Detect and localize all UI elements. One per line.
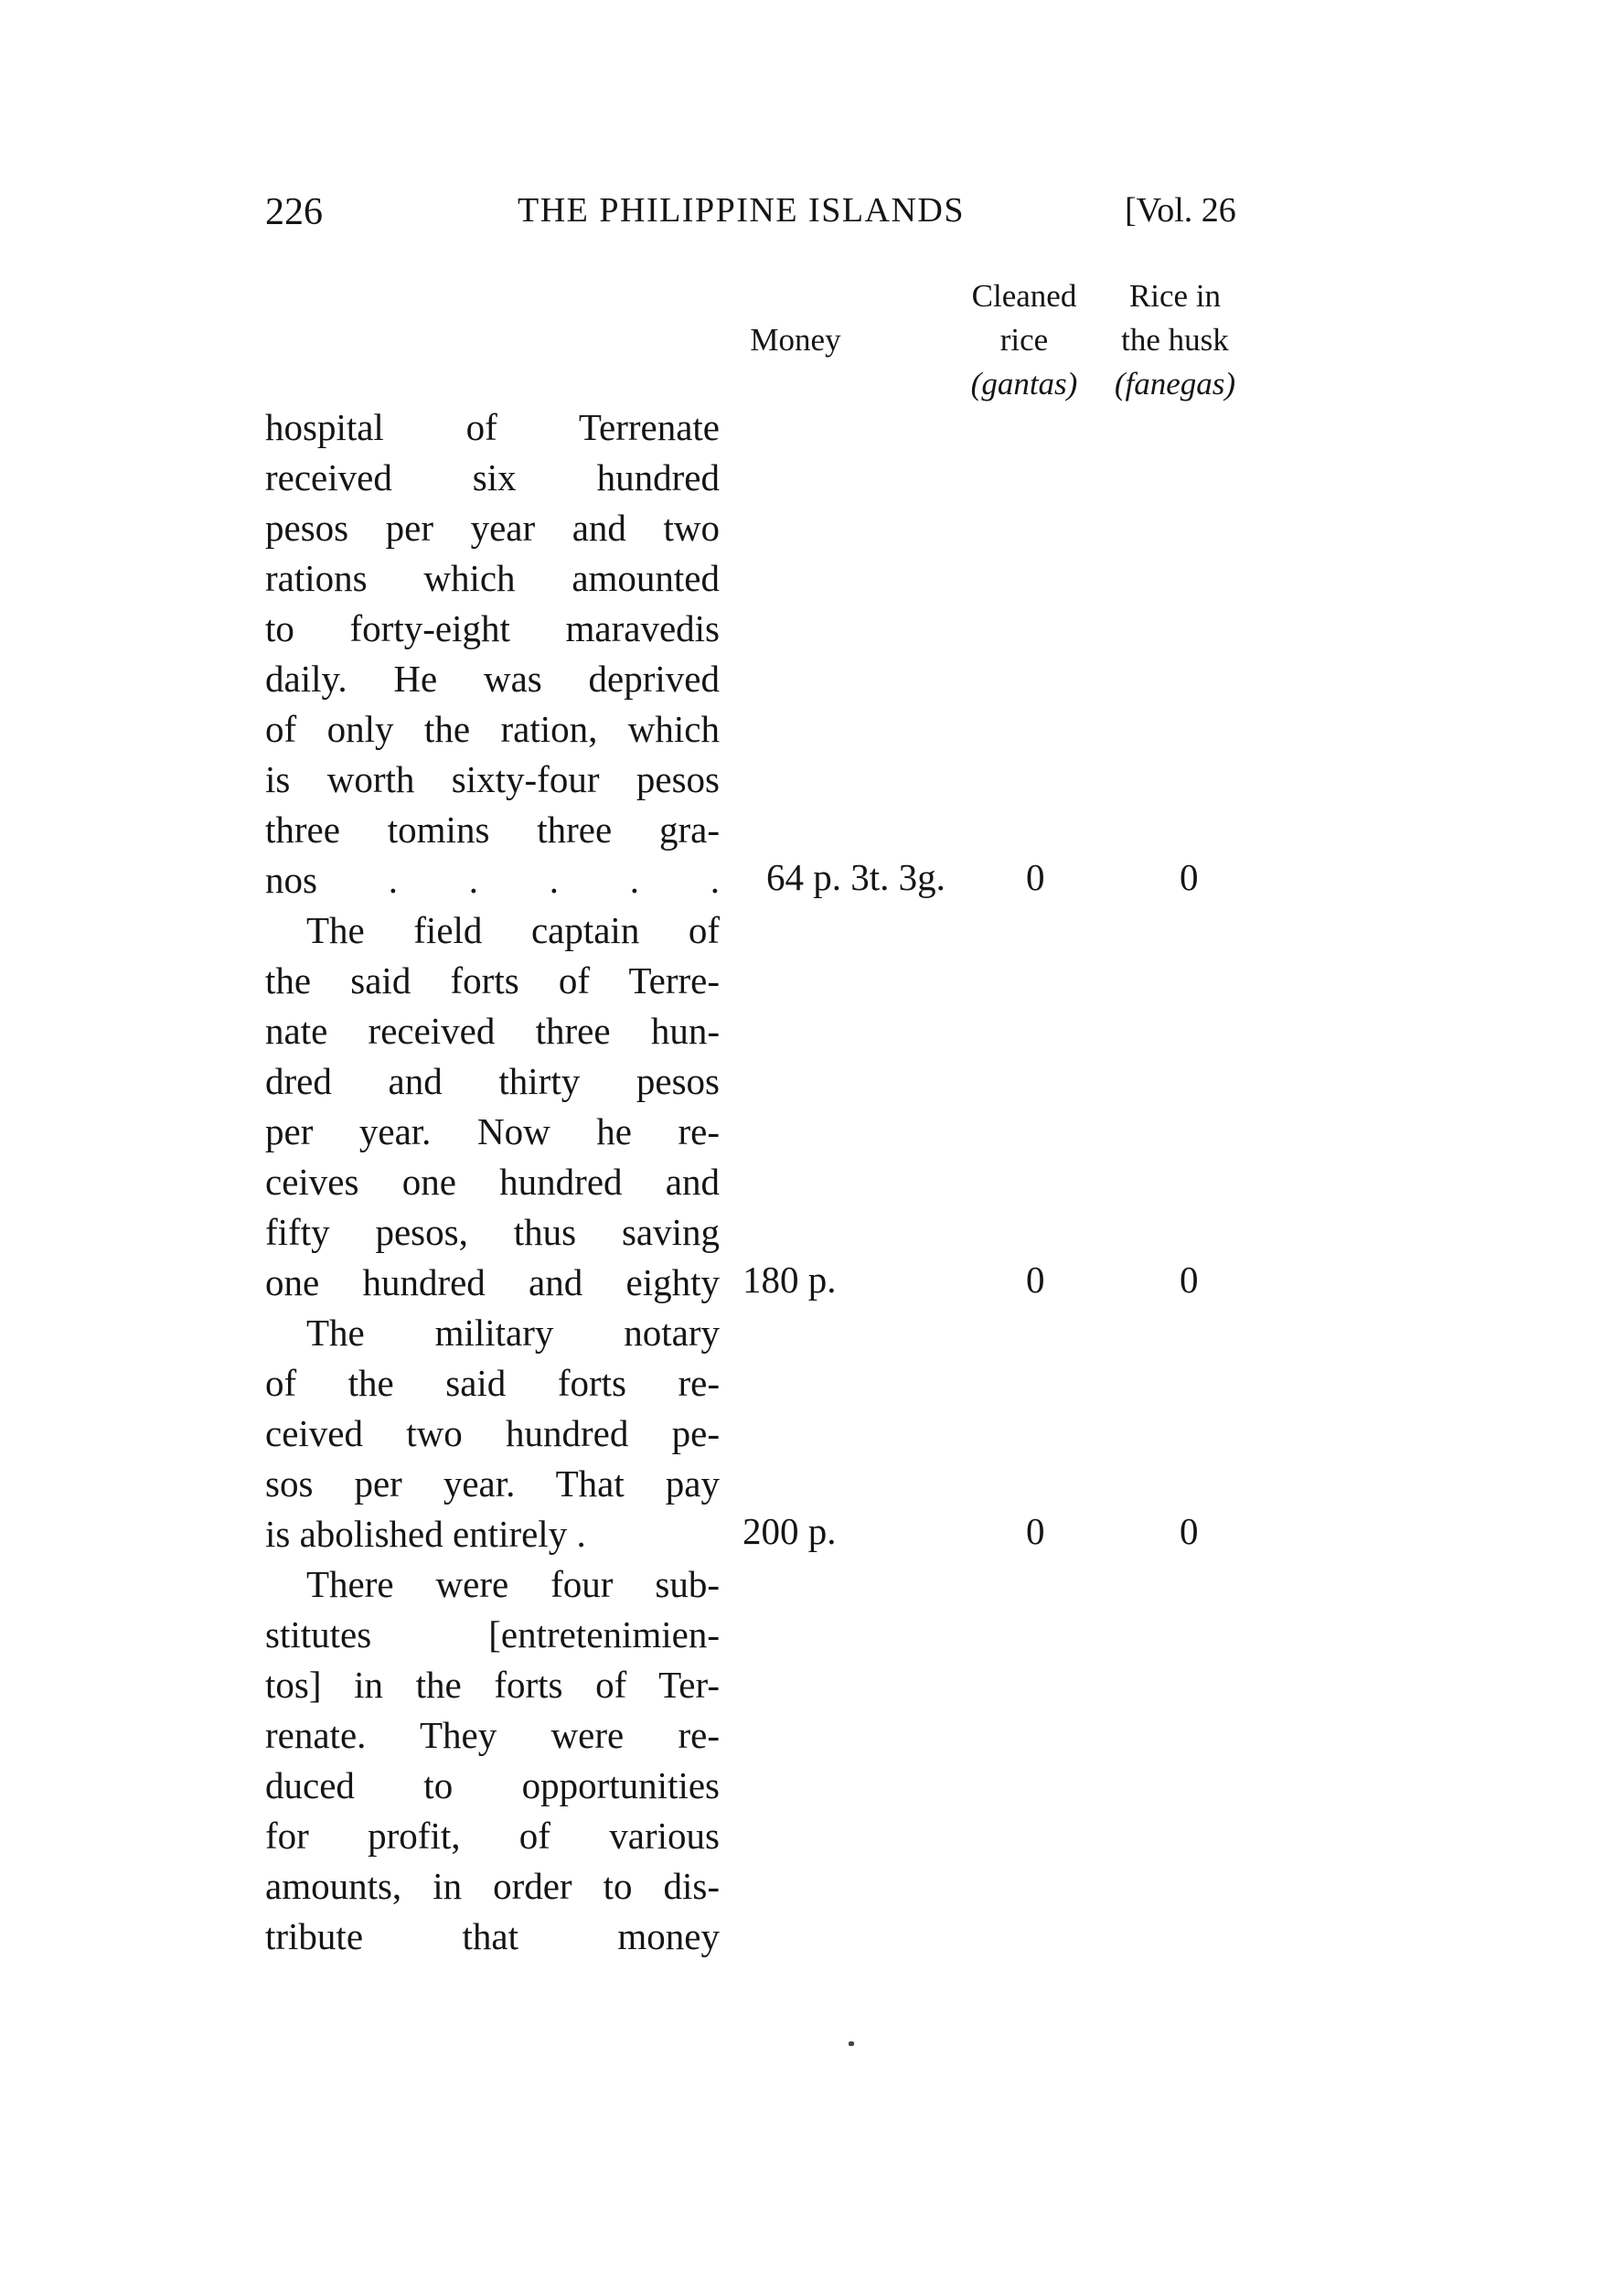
column-head-money: Money xyxy=(750,322,841,358)
text-line: renate. They were re- xyxy=(265,1714,720,1756)
entry-1-cleaned-rice: 0 xyxy=(1026,856,1045,898)
text-line: tos] in the forts of Ter- xyxy=(265,1664,720,1706)
text-line: received six hundred xyxy=(265,456,720,498)
text-line: to forty-eight maravedis xyxy=(265,607,720,649)
text-line: There were four sub- xyxy=(306,1563,720,1605)
column-head-cleaned-rice: Cleaned rice (gantas) xyxy=(970,278,1078,402)
text-line: duced to opportunities xyxy=(265,1764,720,1806)
entry-1-husk-rice: 0 xyxy=(1180,856,1199,898)
text-line: sos per year. That pay xyxy=(265,1462,720,1505)
text-line: stitutes [entretenimien- xyxy=(265,1613,720,1655)
entry-2-money: 180 p. xyxy=(743,1259,837,1301)
text-line: of the said forts re- xyxy=(265,1362,720,1404)
text-line: one hundred and eighty xyxy=(265,1261,720,1303)
text-line: is worth sixty-four pesos xyxy=(265,758,720,800)
text-line: The field captain of xyxy=(306,909,720,951)
text-line: per year. Now he re- xyxy=(265,1110,720,1152)
text-line: fifty pesos, thus saving xyxy=(265,1211,720,1253)
text-line: the said forts of Terre- xyxy=(265,959,720,1002)
entry-3-money: 200 p. xyxy=(743,1510,837,1552)
text-line: daily. He was deprived xyxy=(265,658,720,700)
page-number: 226 xyxy=(265,191,323,233)
text-line: The military notary xyxy=(306,1312,720,1354)
text-line: pesos per year and two xyxy=(265,507,720,549)
entry-2-cleaned-rice: 0 xyxy=(1026,1259,1045,1301)
text-line: is abolished entirely . xyxy=(265,1513,586,1555)
text-line: hospital of Terrenate xyxy=(265,406,720,448)
text-line: rations which amounted xyxy=(265,557,720,599)
text-line: of only the ration, which xyxy=(265,708,720,750)
text-line: amounts, in order to dis- xyxy=(265,1865,720,1907)
text-line: tribute that money xyxy=(265,1915,720,1957)
ink-speck xyxy=(849,2041,854,2046)
entry-2-husk-rice: 0 xyxy=(1180,1259,1199,1301)
text-line: ceives one hundred and xyxy=(265,1161,720,1203)
entry-3-cleaned-rice: 0 xyxy=(1026,1510,1045,1552)
running-title: THE PHILIPPINE ISLANDS xyxy=(518,191,965,230)
text-line: ceived two hundred pe- xyxy=(265,1412,720,1454)
text-line: nos . . . . . xyxy=(265,859,720,901)
entry-1-money: 64 p. 3t. 3g. xyxy=(766,856,946,898)
entry-3-husk-rice: 0 xyxy=(1180,1510,1199,1552)
volume-label: [Vol. 26 xyxy=(1125,191,1236,230)
text-line: dred and thirty pesos xyxy=(265,1060,720,1102)
text-line: for profit, of various xyxy=(265,1815,720,1857)
text-line: three tomins three gra- xyxy=(265,809,720,851)
text-line: nate received three hun- xyxy=(265,1010,720,1052)
column-head-husk-rice: Rice in the husk (fanegas) xyxy=(1114,278,1236,402)
